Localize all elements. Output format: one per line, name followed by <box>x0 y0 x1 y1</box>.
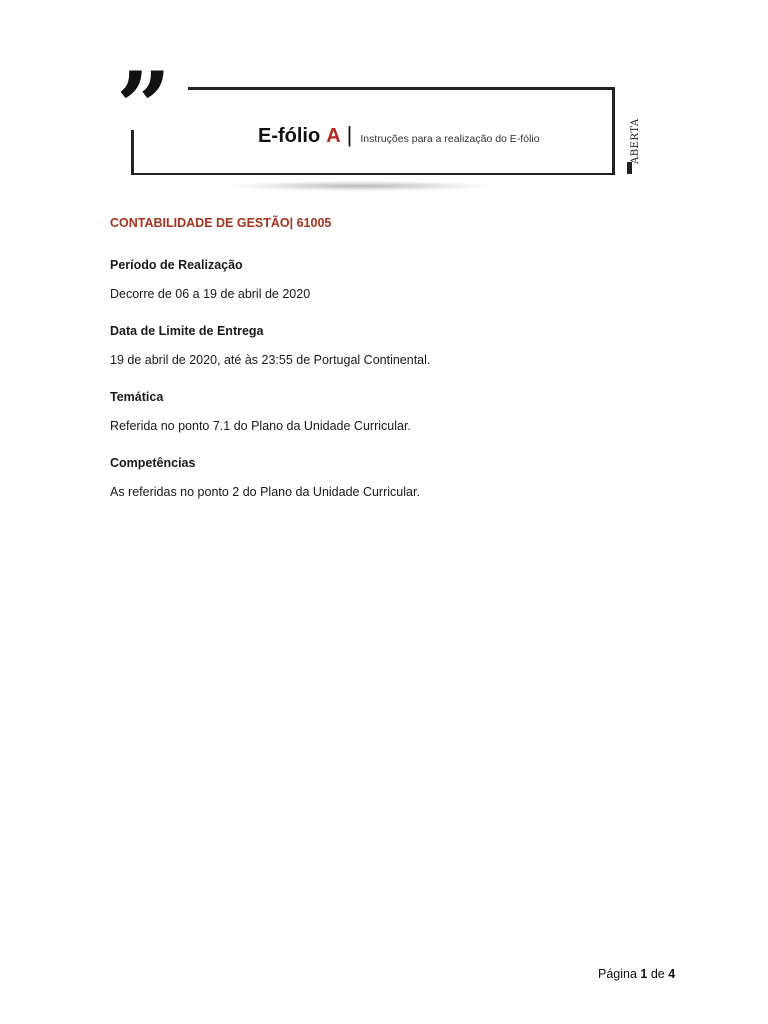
total-pages-number: 4 <box>668 967 676 981</box>
section-heading: Período de Realização <box>110 258 243 272</box>
header-title-main: E-fólio <box>258 125 321 147</box>
section-heading: Temática <box>110 390 164 404</box>
section-heading: Data de Limite de Entrega <box>110 324 264 338</box>
section-text: 19 de abril de 2020, até às 23:55 de Portugal Continental. <box>110 353 431 367</box>
section-heading: Competências <box>110 456 196 470</box>
course-title: CONTABILIDADE DE GESTÃO| 61005 <box>110 216 332 230</box>
header-subtitle: Instruções para a realização do E-fólio <box>360 133 540 145</box>
header-shadow <box>230 181 490 191</box>
current-page-number: 1 <box>640 967 648 981</box>
quote-mark-icon: ” <box>116 51 166 164</box>
section-text: Referida no ponto 7.1 do Plano da Unidade Curricular. <box>110 419 411 433</box>
header-title-letter: A <box>326 125 341 147</box>
of-label: de <box>650 967 665 981</box>
document-body <box>110 216 670 522</box>
logo-text: ABERTA <box>630 118 641 164</box>
page-label: Página <box>598 967 637 981</box>
section-text: As referidas no ponto 2 do Plano da Unidade Curricular. <box>110 485 420 499</box>
university-logo <box>626 110 642 176</box>
page-footer <box>598 967 675 981</box>
section-text: Decorre de 06 a 19 de abril de 2020 <box>110 287 311 301</box>
header-separator: | <box>346 122 353 147</box>
header-title <box>258 122 540 148</box>
